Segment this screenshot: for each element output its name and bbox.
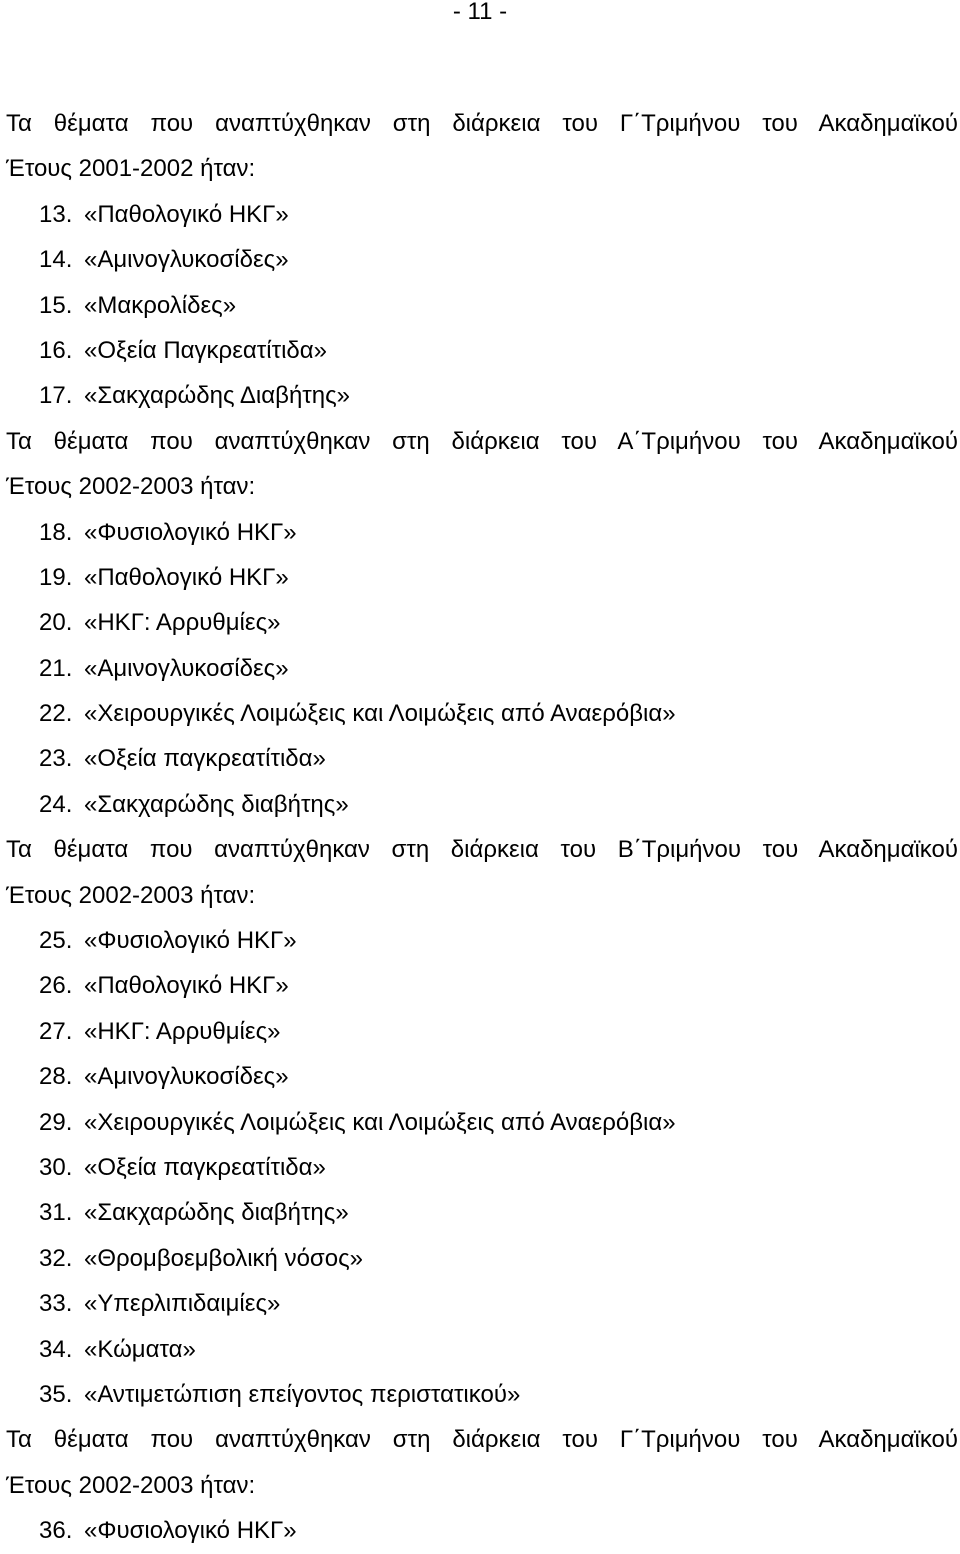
list-item [6, 237, 958, 282]
list-item-text: «Σακχαρώδης Διαβήτης» [84, 382, 351, 410]
list-item-text: «Χειρουργικές Λοιμώξεις και Λοιμώξεις από Αναερόβια» [84, 1108, 676, 1136]
section [6, 1417, 958, 1553]
list-item-number: 14. [39, 246, 73, 274]
section [6, 419, 958, 828]
list-item [6, 600, 958, 645]
list-item [6, 1054, 958, 1099]
list-item-text: «Αμινογλυκοσίδες» [84, 654, 289, 682]
list-item [6, 283, 958, 328]
list-item-number: 34. [39, 1335, 73, 1363]
list-item-number: 17. [39, 382, 73, 410]
list-item-text: «Φυσιολογικό ΗΚΓ» [84, 927, 297, 955]
list-item-number: 15. [39, 291, 73, 319]
list-item [6, 1508, 958, 1553]
list-item-text: «Παθολογικό ΗΚΓ» [84, 972, 289, 1000]
list-item-text: «Οξεία παγκρεατίτιδα» [84, 1153, 326, 1181]
list-item [6, 555, 958, 600]
list-item-number: 20. [39, 609, 73, 637]
list-item-text: «Αντιμετώπιση επείγοντος περιστατικού» [84, 1380, 521, 1408]
list-item-text: «Υπερλιπιδαιμίες» [84, 1290, 281, 1318]
list-item [6, 691, 958, 736]
list-item-text: «Μακρολίδες» [84, 291, 237, 319]
list-item [6, 1281, 958, 1326]
section [6, 827, 958, 1417]
section-heading: Τα θέματα που αναπτύχθηκαν στη διάρκεια του Α΄Τριμήνου του Ακαδημαϊκού [6, 427, 958, 455]
list-item-number: 32. [39, 1244, 73, 1272]
list-item-text: «Χειρουργικές Λοιμώξεις και Λοιμώξεις από Αναερόβια» [84, 700, 676, 728]
list-item-number: 25. [39, 927, 73, 955]
list-item [6, 192, 958, 237]
section [6, 101, 958, 419]
list-item [6, 1100, 958, 1145]
list-item-number: 18. [39, 518, 73, 546]
list-item-text: «Παθολογικό ΗΚΓ» [84, 200, 289, 228]
list-item-number: 23. [39, 745, 73, 773]
list-item [6, 782, 958, 827]
section-heading: Τα θέματα που αναπτύχθηκαν στη διάρκεια του Γ΄Τριμήνου του Ακαδημαϊκού [6, 1426, 958, 1454]
list-item-number: 33. [39, 1290, 73, 1318]
list-item-number: 29. [39, 1108, 73, 1136]
list-item-number: 26. [39, 972, 73, 1000]
list-item-number: 27. [39, 1017, 73, 1045]
list-item [6, 646, 958, 691]
list-item [6, 918, 958, 963]
list-item-text: «Θρομβοεμβολική νόσος» [84, 1244, 363, 1272]
list-item-text: «ΗΚΓ: Αρρυθμίες» [84, 609, 281, 637]
list-item-text: «Κώματα» [84, 1335, 196, 1363]
list-item [6, 1145, 958, 1190]
list-item-number: 30. [39, 1153, 73, 1181]
list-item-number: 28. [39, 1063, 73, 1091]
list-item-text: «Φυσιολογικό ΗΚΓ» [84, 1517, 297, 1545]
list-item-number: 31. [39, 1199, 73, 1227]
section-heading-continuation: Έτους 2002-2003 ήταν: [6, 1471, 256, 1499]
section-heading: Τα θέματα που αναπτύχθηκαν στη διάρκεια του Β΄Τριμήνου του Ακαδημαϊκού [6, 836, 958, 864]
list-item [6, 510, 958, 555]
list-item-number: 19. [39, 563, 73, 591]
list-item-text: «Σακχαρώδης διαβήτης» [84, 1199, 349, 1227]
list-item-number: 24. [39, 790, 73, 818]
list-item [6, 1327, 958, 1372]
list-item-number: 36. [39, 1517, 73, 1545]
list-item-text: «Οξεία παγκρεατίτιδα» [84, 745, 326, 773]
document-body [6, 101, 958, 1554]
list-item [6, 328, 958, 373]
list-item-number: 22. [39, 700, 73, 728]
section-heading: Τα θέματα που αναπτύχθηκαν στη διάρκεια του Γ΄Τριμήνου του Ακαδημαϊκού [6, 110, 958, 137]
list-item-number: 16. [39, 336, 73, 364]
list-item [6, 736, 958, 781]
list-item [6, 1372, 958, 1417]
list-item-number: 21. [39, 654, 73, 682]
list-item [6, 963, 958, 1008]
section-heading-continuation: Έτους 2002-2003 ήταν: [6, 473, 256, 501]
list-item [6, 1236, 958, 1281]
list-item-number: 13. [39, 200, 73, 228]
list-item-text: «Αμινογλυκοσίδες» [84, 1063, 289, 1091]
page-number: - 11 - [452, 0, 508, 25]
list-item-text: «Φυσιολογικό ΗΚΓ» [84, 518, 297, 546]
list-item-text: «Οξεία Παγκρεατίτιδα» [84, 336, 327, 364]
list-item [6, 1009, 958, 1054]
section-heading-continuation: Έτους 2002-2003 ήταν: [6, 881, 256, 909]
list-item-text: «ΗΚΓ: Αρρυθμίες» [84, 1017, 281, 1045]
list-item [6, 373, 958, 418]
section-heading-continuation: Έτους 2001-2002 ήταν: [6, 155, 256, 183]
list-item-number: 35. [39, 1380, 73, 1408]
list-item-text: «Παθολογικό ΗΚΓ» [84, 563, 289, 591]
list-item-text: «Σακχαρώδης διαβήτης» [84, 790, 349, 818]
list-item-text: «Αμινογλυκοσίδες» [84, 246, 289, 274]
list-item [6, 1190, 958, 1235]
